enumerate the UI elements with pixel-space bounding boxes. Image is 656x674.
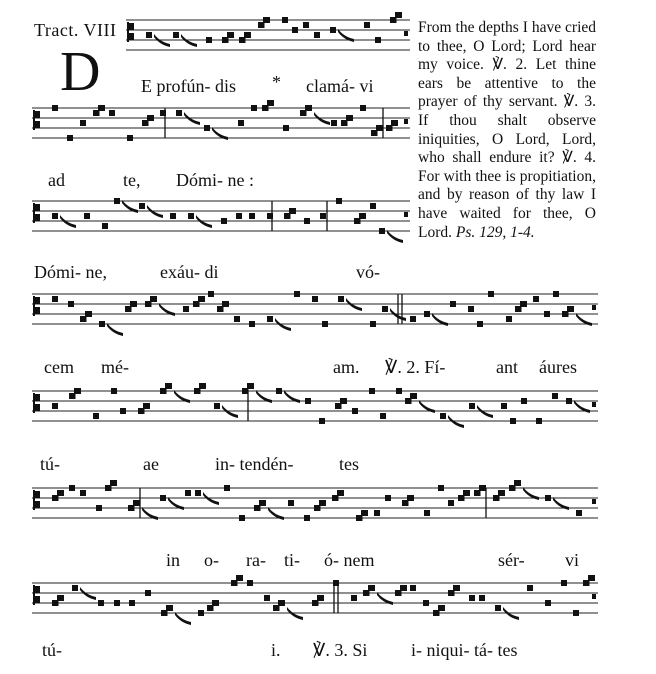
neume-note bbox=[249, 213, 255, 219]
neume-note bbox=[379, 228, 385, 234]
lyric-syllable: ant bbox=[496, 357, 518, 377]
neume-note bbox=[251, 105, 257, 111]
neume-note bbox=[369, 388, 375, 394]
neume-note bbox=[146, 32, 152, 38]
neume-stem bbox=[244, 32, 246, 43]
neume-stem bbox=[463, 490, 465, 501]
neume-stem bbox=[479, 485, 481, 496]
neume-note bbox=[322, 321, 328, 327]
neume-note bbox=[114, 198, 120, 204]
neume-note bbox=[440, 413, 446, 419]
neume-note bbox=[276, 388, 282, 394]
neume-note bbox=[312, 296, 318, 302]
neume-note bbox=[145, 590, 151, 596]
lyric-syllable: ℣. 2. Fí- bbox=[385, 357, 446, 377]
neume-note bbox=[370, 203, 376, 209]
neume-stem bbox=[147, 115, 149, 126]
neume-note bbox=[320, 500, 326, 506]
custos-mark bbox=[592, 594, 596, 599]
neume-note bbox=[424, 510, 430, 516]
neume-stem bbox=[85, 311, 87, 322]
neume-note bbox=[288, 500, 294, 506]
lyric-syllable: ad bbox=[48, 170, 65, 190]
neume-note bbox=[267, 316, 273, 322]
neume-note bbox=[352, 408, 358, 414]
neume-stem bbox=[340, 398, 342, 409]
clef-stem bbox=[33, 203, 35, 223]
clef-stem bbox=[127, 22, 129, 42]
clef-stem bbox=[33, 490, 35, 510]
neume-note bbox=[314, 32, 320, 38]
neume-stem bbox=[337, 490, 339, 501]
neume-note bbox=[304, 515, 310, 521]
neume-note bbox=[93, 413, 99, 419]
lyric-syllable: in bbox=[166, 550, 181, 570]
neume-note bbox=[374, 510, 380, 516]
lyric-syllable: ó- nem bbox=[324, 550, 375, 570]
neume-note bbox=[198, 610, 204, 616]
neume-note bbox=[410, 585, 416, 591]
custos-mark bbox=[404, 212, 408, 217]
neume-note bbox=[336, 198, 342, 204]
english-translation bbox=[418, 19, 596, 242]
neume-note bbox=[260, 500, 266, 506]
neume-stem bbox=[520, 301, 522, 312]
neume-note bbox=[151, 296, 157, 302]
neume-note bbox=[109, 110, 115, 116]
neume-note bbox=[479, 595, 485, 601]
neume-stem bbox=[319, 500, 321, 511]
neume-note bbox=[176, 110, 182, 116]
neume-note bbox=[396, 388, 402, 394]
neume-stem bbox=[198, 296, 200, 307]
neume-stem bbox=[289, 208, 291, 219]
neume-note bbox=[521, 301, 527, 307]
neume-note bbox=[214, 403, 220, 409]
neume-stem bbox=[407, 495, 409, 506]
neume-note bbox=[268, 100, 274, 106]
neume-stem bbox=[199, 383, 201, 394]
neume-stem bbox=[263, 17, 265, 28]
custos-mark bbox=[592, 402, 596, 407]
neume-note bbox=[477, 321, 483, 327]
neume-note bbox=[238, 120, 244, 126]
neume-note bbox=[360, 213, 366, 219]
neume-note bbox=[544, 311, 550, 317]
neume-stem bbox=[317, 595, 319, 606]
neume-stem bbox=[74, 388, 76, 399]
clef-stem bbox=[33, 585, 35, 605]
neume-note bbox=[52, 105, 58, 111]
lyric-syllable: tú- bbox=[40, 454, 60, 474]
neume-note bbox=[239, 515, 245, 521]
neume-stem bbox=[133, 500, 135, 511]
neume-stem bbox=[278, 600, 280, 611]
neume-note bbox=[515, 480, 521, 486]
neume-note bbox=[75, 388, 81, 394]
neume-note bbox=[114, 600, 120, 606]
neume-stem bbox=[166, 605, 168, 616]
neume-note bbox=[52, 403, 58, 409]
neume-note bbox=[576, 510, 582, 516]
neume-stem bbox=[267, 100, 269, 111]
neume-note bbox=[134, 500, 140, 506]
neume-stem bbox=[498, 490, 500, 501]
custos-mark bbox=[404, 119, 408, 124]
neume-stem bbox=[368, 585, 370, 596]
neume-stem bbox=[361, 510, 363, 521]
neume-stem bbox=[130, 301, 132, 312]
lyric-syllable: ℣. 3. Si bbox=[313, 640, 368, 660]
neume-note bbox=[303, 22, 309, 28]
neume-note bbox=[320, 213, 326, 219]
neume-note bbox=[499, 490, 505, 496]
neume-note bbox=[305, 398, 311, 404]
neume-note bbox=[369, 585, 375, 591]
neume-note bbox=[160, 495, 166, 501]
neume-note bbox=[448, 500, 454, 506]
neume-note bbox=[188, 213, 194, 219]
neume-note bbox=[438, 485, 444, 491]
neume-note bbox=[68, 301, 74, 307]
neume-note bbox=[304, 218, 310, 224]
neume-note bbox=[247, 580, 253, 586]
neume-note bbox=[185, 490, 191, 496]
neume-note bbox=[139, 203, 145, 209]
neume-note bbox=[96, 505, 102, 511]
neume-note bbox=[111, 480, 117, 486]
neume-note bbox=[411, 393, 417, 399]
neume-stem bbox=[514, 480, 516, 491]
neume-note bbox=[495, 605, 501, 611]
neume-ligature bbox=[387, 230, 403, 243]
lyric-syllable: tú- bbox=[42, 640, 62, 660]
neume-note bbox=[195, 490, 201, 496]
neume-note bbox=[506, 316, 512, 322]
lyric-syllable: i- niqui- tá- tes bbox=[411, 640, 518, 660]
neume-note bbox=[424, 311, 430, 317]
neume-note bbox=[148, 115, 154, 121]
neume-note bbox=[454, 585, 460, 591]
lyric-syllable: o- bbox=[204, 550, 219, 570]
psalm-reference: Ps. 129, 1-4. bbox=[455, 223, 535, 241]
neume-stem bbox=[376, 125, 378, 136]
neume-note bbox=[306, 105, 312, 111]
custos-mark bbox=[592, 305, 596, 310]
lyric-syllable: ra- bbox=[246, 550, 266, 570]
neume-note bbox=[69, 485, 75, 491]
neume-stem bbox=[400, 585, 402, 596]
neume-note bbox=[401, 585, 407, 591]
lyric-syllable: vi bbox=[565, 550, 580, 570]
lyric-syllable: exáu- di bbox=[160, 262, 219, 282]
neume-note bbox=[382, 306, 388, 312]
neume-note bbox=[408, 495, 414, 501]
neume-ligature bbox=[175, 612, 191, 625]
lyric-syllable: te, bbox=[123, 170, 141, 190]
neume-note bbox=[469, 595, 475, 601]
neume-note bbox=[264, 17, 270, 23]
neume-note bbox=[200, 383, 206, 389]
lyric-syllable: i. bbox=[271, 640, 281, 660]
neume-stem bbox=[150, 296, 152, 307]
lyric-syllable: áures bbox=[539, 357, 577, 377]
neume-note bbox=[292, 27, 298, 33]
neume-note bbox=[385, 495, 391, 501]
neume-stem bbox=[438, 605, 440, 616]
neume-note bbox=[99, 105, 105, 111]
neume-note bbox=[228, 32, 234, 38]
neume-note bbox=[111, 388, 117, 394]
neume-note bbox=[589, 575, 595, 581]
neume-note bbox=[234, 316, 240, 322]
neume-note bbox=[439, 605, 445, 611]
neume-stem bbox=[453, 585, 455, 596]
lyric-syllable: vó- bbox=[356, 262, 380, 282]
neume-note bbox=[380, 413, 386, 419]
lyric-syllable: clamá- vi bbox=[306, 76, 374, 96]
neume-note bbox=[58, 595, 64, 601]
lyric-asterisk: * bbox=[272, 72, 281, 92]
neume-note bbox=[423, 600, 429, 606]
neume-note bbox=[170, 213, 176, 219]
neume-note bbox=[290, 208, 296, 214]
neume-stem bbox=[588, 575, 590, 586]
neume-stem bbox=[165, 383, 167, 394]
lyric-syllable: Dómi- ne : bbox=[176, 170, 254, 190]
neume-stem bbox=[567, 306, 569, 317]
neume-note bbox=[213, 600, 219, 606]
neume-note bbox=[480, 485, 486, 491]
neume-note bbox=[249, 321, 255, 327]
neume-note bbox=[204, 125, 210, 131]
neume-note bbox=[183, 306, 189, 312]
lyric-syllable: tes bbox=[339, 454, 359, 474]
neume-note bbox=[553, 291, 559, 297]
neume-note bbox=[283, 125, 289, 131]
neume-note bbox=[362, 510, 368, 516]
neume-note bbox=[331, 120, 337, 126]
neume-note bbox=[84, 213, 90, 219]
neume-note bbox=[294, 291, 300, 297]
custos-mark bbox=[592, 499, 596, 504]
neume-note bbox=[338, 296, 344, 302]
neume-note bbox=[245, 32, 251, 38]
neume-note bbox=[351, 595, 357, 601]
neume-note bbox=[58, 490, 64, 496]
clef-stem bbox=[33, 296, 35, 316]
neume-note bbox=[318, 595, 324, 601]
neume-note bbox=[52, 296, 58, 302]
neume-note bbox=[98, 600, 104, 606]
clef-stem bbox=[33, 393, 35, 413]
neume-note bbox=[364, 22, 370, 28]
neume-note bbox=[102, 223, 108, 229]
neume-note bbox=[236, 213, 242, 219]
neume-stem bbox=[110, 480, 112, 491]
neume-note bbox=[375, 37, 381, 43]
neume-note bbox=[86, 311, 92, 317]
neume-note bbox=[131, 301, 137, 307]
lyric-syllable: cem bbox=[44, 357, 74, 377]
neume-note bbox=[52, 213, 58, 219]
neume-stem bbox=[359, 213, 361, 224]
tract-label: Tract. VIII bbox=[34, 20, 117, 40]
neume-stem bbox=[227, 32, 229, 43]
lyric-syllable: sér- bbox=[498, 550, 525, 570]
neume-note bbox=[80, 490, 86, 496]
neume-note bbox=[392, 120, 398, 126]
neume-note bbox=[360, 105, 366, 111]
neume-note bbox=[206, 37, 212, 43]
neume-note bbox=[552, 393, 558, 399]
neume-note bbox=[237, 575, 243, 581]
neume-note bbox=[568, 306, 574, 312]
neume-note bbox=[264, 595, 270, 601]
neume-stem bbox=[305, 105, 307, 116]
neume-note bbox=[248, 383, 254, 389]
neume-note bbox=[99, 321, 105, 327]
neume-note bbox=[396, 12, 402, 18]
neume-note bbox=[488, 291, 494, 297]
lyric-syllable: mé- bbox=[101, 357, 129, 377]
neume-note bbox=[279, 600, 285, 606]
translation-text: From the depths I have cried to thee, O Lord; Lord hear my voice. ℣. 2. Let thine ears be attentive to the prayer of thy servant. ℣. 3. If thou shalt observe iniquities, O Lord, Lord, who shall endure it? ℣. 4. For with thee is propitiation, and by reason of thy law I have waited for thee, O Lord. bbox=[418, 19, 596, 241]
neume-note bbox=[67, 135, 73, 141]
neume-note bbox=[377, 125, 383, 131]
neume-note bbox=[468, 306, 474, 312]
neume-note bbox=[341, 398, 347, 404]
neume-note bbox=[510, 418, 516, 424]
neume-note bbox=[224, 485, 230, 491]
neume-note bbox=[282, 17, 288, 23]
neume-note bbox=[561, 580, 567, 586]
custos-mark bbox=[404, 31, 408, 36]
neume-note bbox=[464, 490, 470, 496]
neume-stem bbox=[98, 105, 100, 116]
neume-note bbox=[573, 610, 579, 616]
lyric-syllable: E profún- dis bbox=[141, 76, 236, 96]
neume-note bbox=[527, 585, 533, 591]
neume-note bbox=[80, 120, 86, 126]
neume-note bbox=[410, 316, 416, 322]
lyric-syllable: am. bbox=[333, 357, 360, 377]
lyric-syllable: Dómi- ne, bbox=[34, 262, 107, 282]
neume-note bbox=[338, 490, 344, 496]
neume-note bbox=[545, 600, 551, 606]
neume-note bbox=[566, 398, 572, 404]
neume-note bbox=[199, 296, 205, 302]
clef-stem bbox=[33, 110, 35, 130]
neume-note bbox=[319, 418, 325, 424]
neume-note bbox=[144, 403, 150, 409]
lyric-syllable: in- tendén- bbox=[215, 454, 294, 474]
neume-ligature bbox=[107, 323, 123, 336]
neume-stem bbox=[259, 500, 261, 511]
neume-stem bbox=[57, 490, 59, 501]
neume-stem bbox=[346, 115, 348, 126]
neume-note bbox=[469, 403, 475, 409]
neume-stem bbox=[391, 120, 393, 131]
neume-note bbox=[173, 32, 179, 38]
neume-note bbox=[501, 403, 507, 409]
neume-stem bbox=[212, 600, 214, 611]
neume-note bbox=[167, 605, 173, 611]
initial-letter: D bbox=[60, 41, 101, 103]
neume-note bbox=[536, 418, 542, 424]
neume-stem bbox=[57, 595, 59, 606]
lyric-syllable: ti- bbox=[284, 550, 300, 570]
neume-note bbox=[120, 408, 126, 414]
neume-note bbox=[129, 600, 135, 606]
neume-stem bbox=[222, 301, 224, 312]
neume-note bbox=[221, 218, 227, 224]
neume-note bbox=[208, 291, 214, 297]
neume-note bbox=[545, 495, 551, 501]
neume-note bbox=[166, 383, 172, 389]
neume-note bbox=[521, 398, 527, 404]
neume-note bbox=[370, 321, 376, 327]
neume-note bbox=[347, 115, 353, 121]
neume-note bbox=[330, 27, 336, 33]
neume-stem bbox=[395, 12, 397, 23]
neume-note bbox=[127, 135, 133, 141]
lyric-syllable: ae bbox=[143, 454, 159, 474]
neume-stem bbox=[236, 575, 238, 586]
neume-note bbox=[72, 585, 78, 591]
neume-stem bbox=[143, 403, 145, 414]
neume-note bbox=[533, 296, 539, 302]
neume-note bbox=[223, 301, 229, 307]
neume-stem bbox=[410, 393, 412, 404]
neume-note bbox=[450, 301, 456, 307]
